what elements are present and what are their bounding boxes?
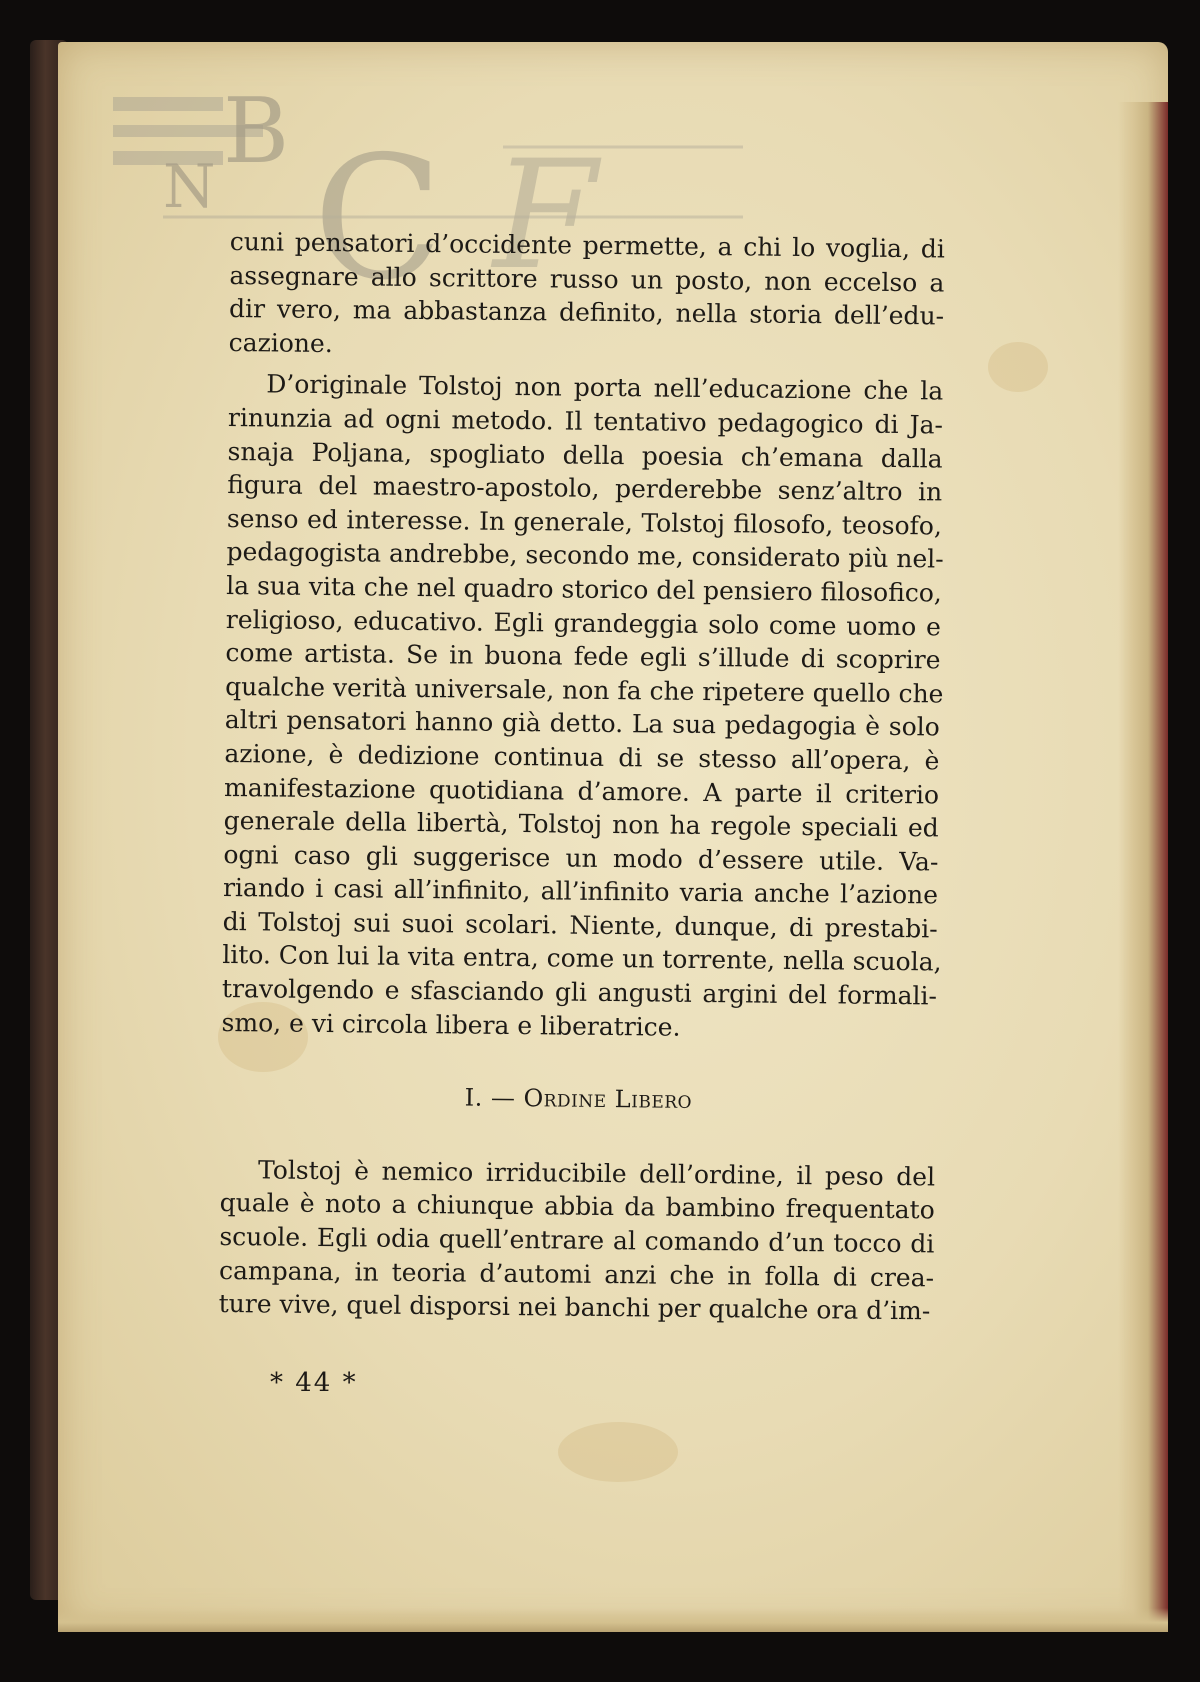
text-line: ture vive, quel disporsi nei banchi per qualche ora d’im- (218, 1289, 931, 1326)
paragraph (219, 1153, 936, 1328)
text-line: assegnare allo scrittore russo un posto, non eccelso a (229, 260, 945, 298)
text-line: dir vero, ma abbastanza definito, nella storia dell’edu- (228, 294, 945, 331)
svg-text:C: C (313, 120, 444, 297)
text-line: D’originale Tolstoj non porta nell’educazione che la (266, 369, 944, 406)
text-line: campana, in teoria d’automi anzi che in folla di crea- (218, 1255, 935, 1293)
text-line: ogni caso gli suggerisce un modo d’essere utile. Va- (223, 839, 939, 877)
paper-stain (558, 1422, 678, 1482)
svg-text:B: B (223, 79, 290, 184)
text-line: figura del maestro-apostolo, perderebbe senz’altro in (227, 470, 943, 507)
paragraph (221, 367, 943, 1046)
text-line: generale della libertà, Tolstoj non ha regole speciali ed (223, 806, 939, 843)
text-line: riando i casi all’infinito, all’infinito varia anche l’azione (222, 873, 939, 910)
paper-stain (988, 342, 1048, 392)
text-line: travolgendo e sfasciando gli angusti argini del formali- (221, 974, 938, 1011)
section-heading: I. — Ordine Libero (464, 1083, 693, 1115)
page-bottom-edge (58, 1608, 1168, 1632)
text-line: senso ed interesse. In generale, Tolstoj filosofo, teosofo, (226, 503, 943, 541)
page-number: * 44 * (270, 1368, 358, 1398)
text-line: cazione. (228, 327, 333, 358)
svg-text:F: F (493, 129, 598, 297)
text-line: di Tolstoj sui suoi scolari. Niente, dunque, di prestabi- (222, 906, 938, 944)
text-line: la sua vita che nel quadro storico del pensiero filosofico, (226, 570, 942, 608)
text-line: cuni pensatori d’occidente permette, a chi lo voglia, di (229, 226, 945, 264)
text-line: altri pensatori hanno già detto. La sua pedagogia è solo (224, 705, 940, 742)
text-line: qualche verità universale, non fa che ripetere quello che (225, 671, 944, 709)
text-line: religioso, educativo. Egli grandeggia solo come uomo e (225, 604, 941, 641)
text-line: manifestazione quotidiana d’amore. A parte il criterio (223, 772, 940, 809)
text-line: pedagogista andrebbe, secondo me, considerato più nel- (226, 537, 944, 574)
text-line: azione, è dedizione continua di se stesso all’opera, è (224, 738, 940, 776)
text-line: scuole. Egli odia quell’entrare al comando d’un tocco di (219, 1221, 935, 1259)
paragraph (229, 225, 945, 367)
page-text-block (219, 225, 945, 1328)
svg-text:N: N (163, 152, 216, 222)
page-edge (1118, 102, 1168, 1622)
text-line: lito. Con lui la vita entra, come un torrente, nella scuola, (222, 940, 942, 977)
text-line: quale è noto a chiunque abbia da bambino frequentato (219, 1188, 935, 1225)
text-line: Tolstoj è nemico irriducibile dell’ordine, il peso del (257, 1155, 936, 1192)
text-line: come artista. Se in buona fede egli s’illude di scoprire (225, 638, 941, 675)
text-line: rinunzia ad ogni metodo. Il tentativo pedagogico di Ja- (227, 402, 944, 440)
text-line: smo, e vi circola libera e liberatrice. (221, 1007, 681, 1042)
text-line: snaja Poljana, spogliato della poesia ch’emana dalla (227, 436, 943, 474)
